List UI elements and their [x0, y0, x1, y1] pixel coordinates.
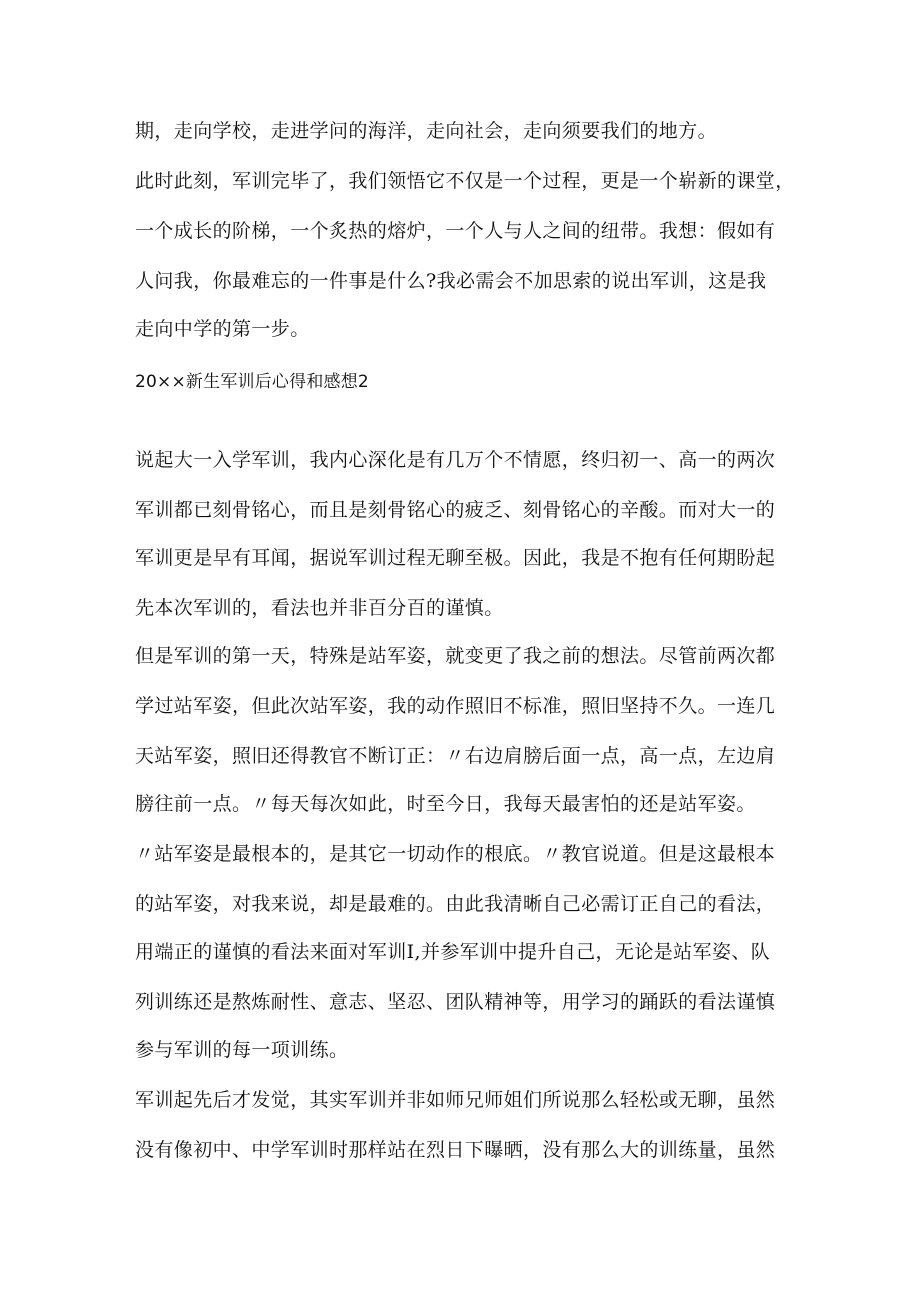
text-line: 期，走向学校，走进学问的海洋，走向社会，走向须要我们的地方。 — [135, 120, 718, 142]
text-line: 军训起先后才发觉，其实军训并非如师兄师姐们所说那么轻松或无聊，虽然 — [135, 1089, 776, 1111]
text-line: 参与军训的每一项训练。 — [135, 1039, 349, 1061]
text-line: 一个成长的阶梯，一个炙热的熔炉，一个人与人之间的纽带。我想：假如有 — [135, 220, 776, 242]
text-line: 说起大一入学军训，我内心深化是有几万个不情愿，终归初一、高一的两次 — [135, 449, 776, 471]
text-line: 〃站军姿是最根本的，是其它一切动作的根底。〃教官说道。但是这最根本 — [135, 843, 776, 865]
text-line: 军训都已刻骨铭心，而且是刻骨铭心的疲乏、刻骨铭心的辛酸。而对大一的 — [135, 499, 776, 521]
text-line: 没有像初中、中学军训时那样站在烈日下曝晒，没有那么大的训练量，虽然 — [135, 1139, 776, 1161]
text-line: 先本次军训的，看法也并非百分百的谨慎。 — [135, 597, 504, 619]
text-line: 但是军训的第一天，特殊是站军姿，就变更了我之前的想法。尽管前两次都 — [135, 645, 776, 667]
text-line: 此时此刻，军训完毕了，我们领悟它不仅是一个过程，更是一个崭新的课堂， — [135, 170, 795, 192]
text-line: 用端正的谨慎的看法来面对军训Ⅰ,并参军训中提升自己，无论是站军姿、队 — [135, 941, 771, 963]
text-line: 学过站军姿，但此次站军姿，我的动作照旧不标准，照旧坚持不久。一连几 — [135, 695, 776, 717]
text-line: 军训更是早有耳闻，据说军训过程无聊至极。因此，我是不抱有任何期盼起 — [135, 547, 776, 569]
text-line: 天站军姿，照旧还得教官不断订正：〃右边肩膀后面一点，高一点，左边肩 — [135, 745, 776, 767]
text-line: 的站军姿，对我来说，却是最难的。由此我清晰自己必需订正自己的看法， — [135, 893, 776, 915]
text-line: 人问我，你最难忘的一件事是什么?我必需会不加思索的说出军训，这是我 — [135, 270, 767, 292]
text-line: 走向中学的第一步。 — [135, 318, 310, 340]
text-line: 列训练还是熬炼耐性、意志、坚忍、团队精神等，用学习的踊跃的看法谨慎 — [135, 991, 776, 1013]
text-line: 膀往前一点。〃每天每次如此，时至今日，我每天最害怕的还是站军姿。 — [135, 793, 756, 815]
section-heading: 20××新生军训后心得和感想2 — [135, 372, 369, 392]
